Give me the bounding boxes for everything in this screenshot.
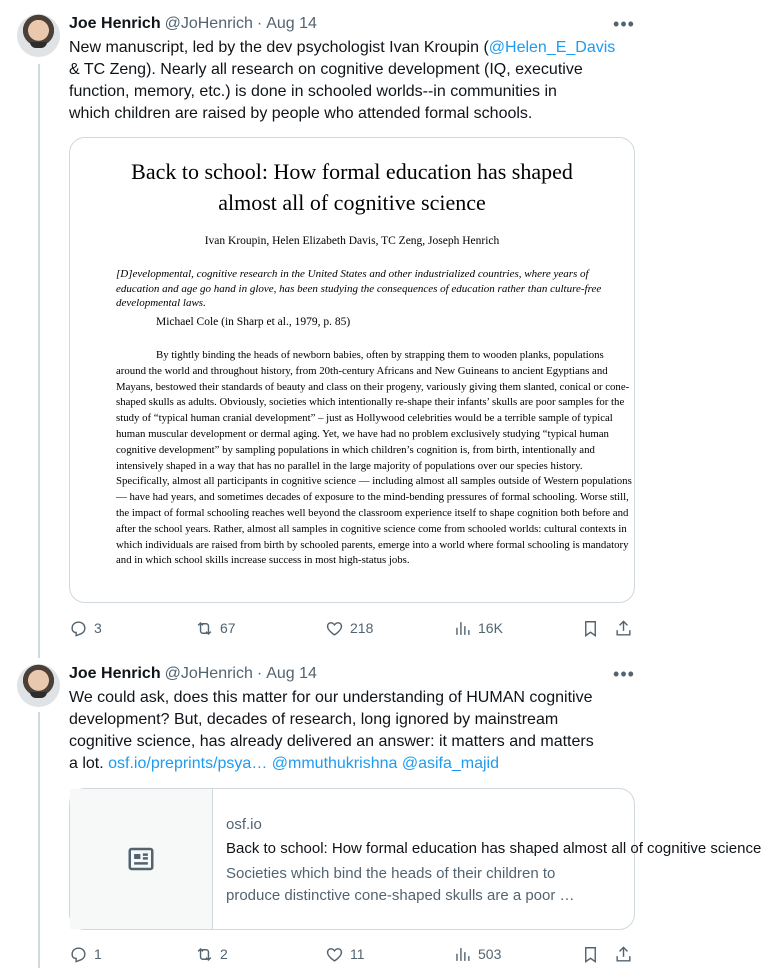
paper-title-line: almost all of cognitive science [218,190,486,215]
bookmark-icon [581,619,600,638]
author-handle[interactable]: @JoHenrich [164,665,253,682]
paper-title [70,156,634,218]
more-options-icon[interactable]: ••• [613,13,635,34]
retweet-count: 67 [220,620,236,636]
paper-authors: Ivan Kroupin, Helen Elizabeth Davis, TC Zeng, Joseph Henrich [204,235,500,247]
views-button[interactable] [453,944,501,964]
author-name[interactable]: Joe Henrich [69,15,161,32]
link-description-line: Societies which bind the heads of their children to [226,865,556,882]
reply-icon [69,619,88,638]
tweet-text-line [69,37,635,59]
tweet-text-line [69,753,635,775]
reply-button[interactable] [69,944,102,964]
avatar[interactable] [17,14,60,57]
tweet-header [69,14,317,34]
link-preview-card[interactable] [69,788,761,930]
reply-icon [69,945,88,964]
views-count: 16K [478,620,503,636]
author-handle[interactable]: @JoHenrich [164,15,253,32]
tweet-text-line: We could ask, does this matter for our understanding of HUMAN cognitive [69,689,593,706]
like-button[interactable] [325,944,365,964]
link-title: Back to school: How formal education has shaped almost all of cognitive science [226,840,761,857]
separator-dot: · [256,665,263,682]
avatar[interactable] [17,664,60,707]
tweet-text-line: development? But, decades of research, long ignored by mainstream [69,711,559,728]
retweet-button[interactable] [195,618,236,638]
tweet-text-line: & TC Zeng). Nearly all research on cognitive development (IQ, executive [69,61,583,78]
tweet-header [69,664,317,684]
attached-image-paper[interactable] [69,137,635,603]
retweet-icon [195,945,214,964]
share-button[interactable] [614,944,633,964]
tweet-date[interactable]: Aug 14 [266,15,317,32]
link-card-body [226,815,761,907]
views-chart-icon [453,945,472,964]
link-description-line: produce distinctive cone-shaped skulls are a poor … [226,887,575,904]
mention-link[interactable]: @Helen_E_Davis [488,39,616,56]
heart-icon [325,619,344,638]
article-icon [126,844,156,874]
tweet-date[interactable]: Aug 14 [266,665,317,682]
heart-icon [325,945,344,964]
views-chart-icon [453,619,472,638]
author-name[interactable]: Joe Henrich [69,665,161,682]
link-domain: osf.io [226,816,262,833]
link-thumbnail [70,789,213,929]
retweet-count: 2 [220,946,228,962]
more-options-icon[interactable]: ••• [613,663,635,684]
like-button[interactable] [325,618,373,638]
tweet-actions [69,618,635,638]
paper-body-paragraph: By tightly binding the heads of newborn babies, often by strapping them to wooden planks, populations around the world and throughout history, from 20th-century Africans and New Guineans to ancient Egyptians and Mayans, bestowed their standards of beauty and class on their progeny, variously giving them slanted, conical or cone-shaped skulls as adults. Obviously, societies which intentionally re-shape their infants’ skulls are poor samples for the study of “typical human cranial development” – just as Hollywood celebrities would be a terrible sample of typical human muscular development or dermal aging. Yet, we have had no problem exclusively studying “typical human cognitive development” by sampling populations in which children’s cognition is, from birth, intentionally and intensively shaped in a way that has no parallel in the large majority of populations over our species history. Specifically, almost all participants in cognitive science — including almost all samples outside of Western populations — have had years, and sometimes decades of exposure to the mind-bending pressures of formal schooling. Worse still, the impact of formal schooling reaches well beyond the classroom experience itself to shape cognition both before and after the school years. Rather, almost all samples in cognitive science come from schooled worlds: cultural contexts in which individuals are raised from birth by schooled parents, emerge into a world where formal schooling is mandatory and in which school skills increase success in most high-status jobs. [116,349,632,567]
share-icon [614,619,633,638]
tweet-text [69,687,635,775]
text-span: New manuscript, led by the dev psychologist Ivan Kroupin ( [69,39,489,56]
tweet-text-line: which children are raised by people who attended formal schools. [69,105,533,122]
tweet-text-line: cognitive science, has already delivered an answer: it matters and matters [69,733,594,750]
paper-title-line: Back to school: How formal education has shaped [131,159,573,184]
retweet-button[interactable] [195,944,228,964]
views-button[interactable] [453,618,503,638]
paper-epigraph: [D]evelopmental, cognitive research in the United States and other industrialized countries, where years of education and age go hand in glove, has been studying the consequences of education rather than culture-free developmental laws. [116,268,602,309]
tweet-actions [69,944,635,964]
reply-button[interactable] [69,618,102,638]
link-description [226,863,624,907]
bookmark-button[interactable] [581,618,600,638]
bookmark-icon [581,945,600,964]
share-button[interactable] [614,618,633,638]
like-count: 218 [350,620,374,636]
views-count: 503 [478,946,502,962]
like-count: 11 [350,946,365,962]
tweet-text-line: function, memory, etc.) is done in schooled worlds--in communities in [69,83,557,100]
retweet-icon [195,619,214,638]
url-and-mentions-link[interactable]: osf.io/preprints/psya… @mmuthukrishna @asifa_majid [108,755,499,772]
share-icon [614,945,633,964]
reply-count: 1 [94,946,102,962]
text-span: a lot. [69,755,109,772]
reply-count: 3 [94,620,102,636]
tweet-text [69,37,635,125]
separator-dot: · [256,15,263,32]
paper-epigraph-citation: Michael Cole (in Sharp et al., 1979, p. 85) [156,316,351,328]
bookmark-button[interactable] [581,944,600,964]
